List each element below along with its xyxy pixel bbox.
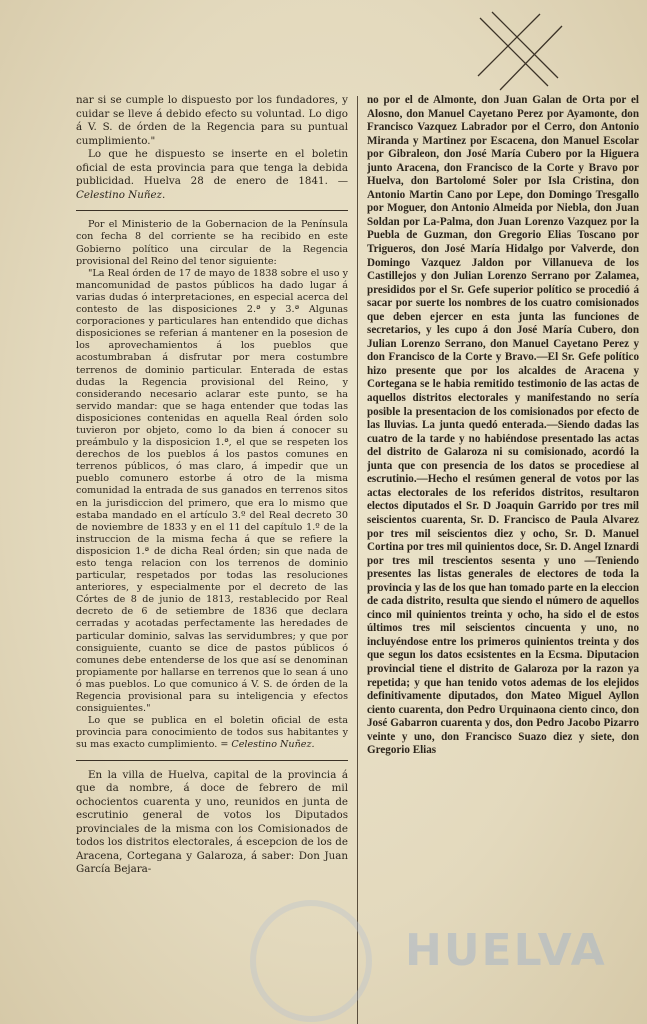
signature-nunez-1: — Celestino Nuñez. bbox=[76, 175, 348, 201]
section-rule-2 bbox=[76, 760, 348, 761]
left-paragraph-5: Lo que se publica en el boletin oficial de esta provincia para conocimiento de todos sus habitantes y su mas exacto cumplimiento. = Celestino Nuñez. bbox=[76, 715, 348, 751]
left-paragraph-4: "La Real órden de 17 de mayo de 1838 sobre el uso y mancomunidad de pastos públicos ha dado lugar á varias dudas ó interpretaciones, en especial acerca del contesto de las disposiciones 2.ª y 3.ª Algunas corporaciones y particulares han entendido que dichas disposiciones se referian á mantener en la posesion de los aprovechamientos á los pueblos que acostumbraban á disfrutar por mera costumbre terrenos de dominio particular. Enterada de estas dudas la Regencia provisional del Reino, y considerando necesario aclarar este punto, se ha servido mandar: que se haga entender que todas las disposiciones contenidas en aquella Real órden solo tuvieron por objeto, como lo da bien á conocer su preámbulo y la disposicion 1.ª, el que se respeten los derechos de los pueblos á los pastos comunes en terrenos públicos, ó mas claro, á impedir que un pueblo comunero estorbe á otro de la misma comunidad la entrada de sus ganados en terrenos sitos en la jurisdiccion del primero, que era lo mismo que estaba mandado en el artículo 3.º del Real decreto 30 de noviembre de 1833 y en el 11 del capítulo 1.º de la instruccion de la misma fecha á que se refiere la disposicion 1.ª de dicha Real órden; sin que nada de esto tenga relacion con los terrenos de dominio particular, respetados por todas las resoluciones anteriores, y especialmente por el decreto de las Córtes de 8 de junio de 1813, restablecido por Real decreto de 6 de setiembre de 1836 que declara cerradas y acotadas perfectamente las heredades de particular dominio, salvas las servidumbres; y que por consiguiente, cuanto se dice de pastos públicos ó comunes debe entenderse de los que así se denominan propiamente por hallarse en terrenos que lo sean á uno ó mas pueblos. Lo que comunico á V. S. de órden de la Regencia provisional para su inteligencia y efectos consiguientes." bbox=[76, 267, 348, 715]
left-paragraph-6: En la villa de Huelva, capital de la provincia á que da nombre, á doce de febrero de mil ochocientos cuarenta y uno, reunidos en junta de escrutinio general de votos los Diputados provinciales de la misma con los Comisionados de todos los distritos electorales, á escepcion de los de Aracena, Cortegana y Galaroza, á saber: Don Juan García Bejara- bbox=[76, 768, 348, 876]
huelva-watermark: HUELVA bbox=[405, 925, 607, 976]
handwritten-crosses bbox=[470, 6, 570, 96]
left-paragraph-3: Por el Ministerio de la Gobernacion de la Península con fecha 8 del corriente se ha recibido en este Gobierno político una circular de la Regencia provisional del Reino del tenor siguiente: bbox=[76, 219, 348, 267]
left-paragraph-1: nar si se cumple lo dispuesto por los fundadores, y cuidar se lleve á debido efecto su voluntad. Lo digo á V. S. de órden de la Regencia para su puntual cumplimiento." bbox=[76, 94, 348, 147]
section-rule-1 bbox=[76, 210, 348, 211]
left-column bbox=[76, 94, 348, 1024]
circular-section bbox=[76, 219, 348, 751]
stamp-ring-watermark bbox=[250, 900, 372, 1022]
left-paragraph-2: Lo que he dispuesto se inserte en el boletin oficial de esta provincia para que tenga la debida publicidad. Huelva 28 de enero de 1841. — Celestino Nuñez. bbox=[76, 148, 348, 201]
signature-nunez-2: = Celestino Nuñez. bbox=[220, 739, 315, 751]
right-paragraph-1: no por el de Almonte, don Juan Galan de Orta por el Alosno, don Manuel Cayetano Perez por Ayamonte, don Francisco Vazquez Labrador por el Cerro, don Antonio Miranda y Martinez por Escacena, don Manuel Escolar por Gibraleon, don José María Cubero por la Higuera junto Aracena, don Francisco de la Corte y Bravo por Huelva, don Bartolomé Soler por Isla Cristina, don Antonio Martin Cano por Lepe, don Domingo Tresgallo por Moguer, don Antonio Almeida por Niebla, don Juan Soldan por La-Palma, don Juan Lorenzo Vazquez por la Puebla de Guzman, don Gregorio Elias Toscano por Trigueros, don José María Hidalgo por Valverde, don Domingo Vazquez Jaldon por Villanueva de los Castillejos y don Julian Lorenzo Serrano por Zalamea, presididos por el Sr. Gefe superior político se procedió á sacar por suerte los nombres de los cuatro comisionados que deben ejercer en esta junta las funciones de secretarios, y les cupo á don José María Cubero, don Julian Lorenzo Serrano, don Manuel Cayetano Perez y don Francisco de la Corte y Bravo.—El Sr. Gefe político hizo presente que por los alcaldes de Aracena y Cortegana se le habia remitido testimonio de las actas de aquellos distritos electorales y manifestando no sería posible la presentacion de los comisionados por efecto de las lluvias. La junta quedó enterada.—Siendo dadas las cuatro de la tarde y no habiéndose presentado las actas del distrito de Galaroza ni su comisionado, acordó la junta que con presencia de los datos se procediese al escrutinio.—Hecho el resúmen general de votos por las actas electorales de los referidos distritos, resultaron electos diputados el Sr. D Joaquin Garrido por tres mil seiscientos cuarenta, Sr. D. Francisco de Paula Alvarez por tres mil seiscientos diez y ocho, Sr. D. Manuel Cortina por tres mil quinientos doce, Sr. D. Angel Iznardi por tres mil trescientos sesenta y uno —Teniendo presentes las listas generales de electores de toda la provincia y las de los que han tomado parte en la eleccion de cada distrito, resulta que siendo el número de aquellos cinco mil quinientos treinta y ocho, ha sido el de estos últimos tres mil seiscientos cincuenta y uno, no incluyéndose entre los primeros quinientos treinta y dos que segun los datos ecsistentes en la Ecsma. Diputacion provincial tiene el distrito de Galaroza por la razon ya repetida; y que han tenido votos ademas de los elejidos definitivamente diputados, don Mateo Miguel Ayllon ciento cuarenta, don Pedro Urquinaona ciento cinco, don José Gabarron cuarenta y dos, don Pedro Jacobo Pizarro veinte y uno, don Francisco Suazo diez y siete, don Gregorio Elias bbox=[367, 94, 639, 757]
column-divider bbox=[357, 96, 358, 1024]
right-column bbox=[367, 94, 639, 1024]
